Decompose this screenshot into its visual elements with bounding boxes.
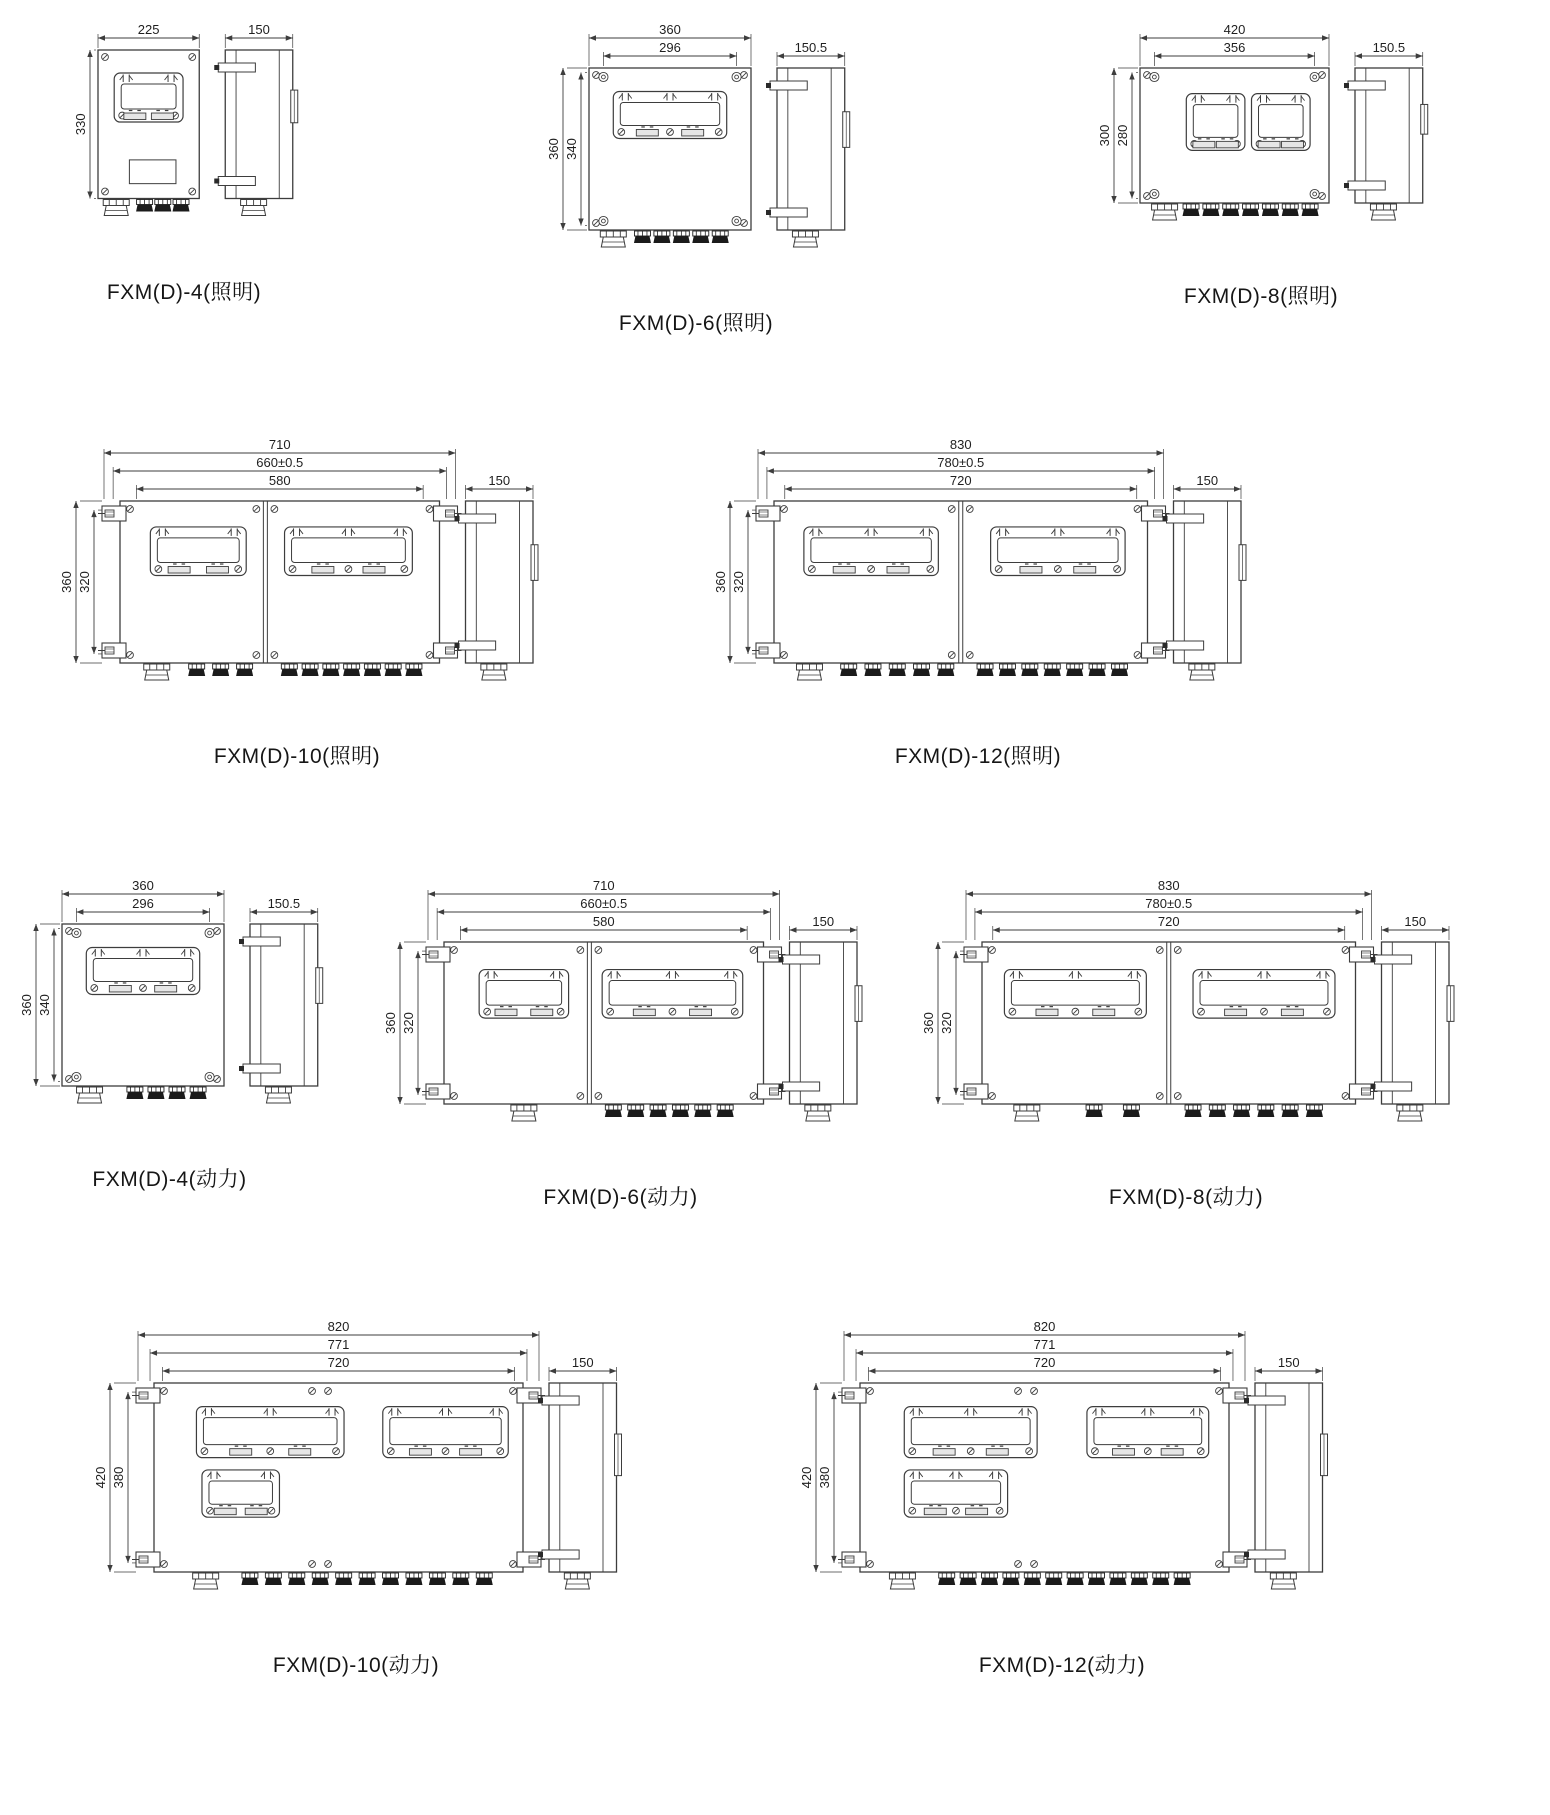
dim-label: 320 bbox=[400, 1012, 416, 1034]
figure-fxm8-dl bbox=[914, 874, 1458, 1211]
dim-label: 380 bbox=[817, 1466, 832, 1489]
dim-label: 150 bbox=[811, 914, 834, 929]
figure-fxm8-zm bbox=[1090, 18, 1432, 310]
figure-fxm6-zm bbox=[539, 18, 854, 337]
dim-label: 300 bbox=[1097, 124, 1112, 147]
dim-label: 720 bbox=[949, 473, 972, 488]
dim-label: 820 bbox=[1033, 1319, 1056, 1334]
dim-label: 340 bbox=[563, 138, 579, 160]
dim-label: 580 bbox=[592, 914, 615, 929]
dim-label: 280 bbox=[1115, 124, 1130, 147]
dim-label: 150 bbox=[1196, 473, 1219, 488]
figure-fxm6-dl bbox=[376, 874, 866, 1211]
diagram-row-3 bbox=[0, 874, 1550, 1211]
dim-label: 296 bbox=[132, 896, 154, 911]
dim-label: 660±0.5 bbox=[579, 896, 627, 911]
figure-caption: FXM(D)-6(照明) bbox=[618, 312, 774, 335]
dim-label: 360 bbox=[132, 878, 154, 893]
dim-label: 330 bbox=[73, 113, 88, 136]
drawing-fxm6-dl bbox=[376, 874, 866, 1131]
dim-label: 150.5 bbox=[267, 896, 301, 911]
dim-label: 360 bbox=[382, 1012, 398, 1034]
figure-fxm12-dl bbox=[792, 1315, 1332, 1679]
dim-label: 320 bbox=[939, 1012, 954, 1034]
dim-label: 360 bbox=[545, 138, 561, 160]
drawing-fxm4-dl bbox=[12, 874, 327, 1113]
dim-label: 150 bbox=[1277, 1355, 1300, 1370]
figure-fxm4-zm bbox=[66, 18, 302, 306]
dim-label: 296 bbox=[658, 40, 681, 55]
dim-label: 150 bbox=[488, 473, 511, 488]
figure-caption: FXM(D)-8(动力) bbox=[1108, 1186, 1264, 1209]
dim-label: 720 bbox=[1157, 914, 1180, 929]
figure-caption: FXM(D)-4(动力) bbox=[92, 1168, 247, 1191]
drawing-fxm4-zm bbox=[66, 18, 302, 226]
figure-caption: FXM(D)-4(照明) bbox=[106, 281, 262, 304]
dim-label: 150 bbox=[571, 1355, 594, 1370]
dim-label: 830 bbox=[1157, 878, 1180, 893]
dim-label: 360 bbox=[713, 571, 728, 593]
dim-label: 660±0.5 bbox=[256, 455, 304, 470]
dim-label: 150 bbox=[1404, 914, 1427, 929]
dim-label: 150.5 bbox=[1372, 40, 1406, 55]
figure-caption: FXM(D)-10(照明) bbox=[213, 745, 381, 768]
dim-label: 150.5 bbox=[794, 40, 827, 55]
figure-fxm10-dl bbox=[86, 1315, 626, 1679]
dim-label: 225 bbox=[137, 22, 160, 37]
figure-caption: FXM(D)-12(照明) bbox=[894, 745, 1062, 768]
dim-label: 320 bbox=[731, 571, 746, 593]
dim-label: 771 bbox=[1033, 1337, 1056, 1352]
figure-caption: FXM(D)-10(动力) bbox=[272, 1654, 440, 1677]
drawing-fxm8-dl bbox=[914, 874, 1458, 1131]
drawing-fxm10-zm bbox=[52, 433, 542, 690]
dim-label: 340 bbox=[37, 994, 52, 1016]
drawing-fxm12-zm bbox=[706, 433, 1250, 690]
dim-label: 830 bbox=[949, 437, 972, 452]
dim-label: 710 bbox=[268, 437, 291, 452]
dim-label: 820 bbox=[327, 1319, 350, 1334]
diagram-row-4 bbox=[0, 1315, 1550, 1679]
dim-label: 710 bbox=[592, 878, 615, 893]
dim-label: 356 bbox=[1223, 40, 1246, 55]
figure-fxm4-dl bbox=[12, 874, 327, 1193]
drawing-fxm6-zm bbox=[539, 18, 854, 257]
dim-label: 360 bbox=[658, 22, 681, 37]
figure-fxm10-zm bbox=[52, 433, 542, 770]
dim-label: 720 bbox=[1033, 1355, 1056, 1370]
dim-label: 420 bbox=[93, 1466, 108, 1489]
figure-caption: FXM(D)-8(照明) bbox=[1183, 285, 1339, 308]
dim-label: 150 bbox=[248, 22, 270, 37]
dim-label: 780±0.5 bbox=[937, 455, 985, 470]
dim-label: 360 bbox=[59, 571, 74, 593]
figure-fxm12-zm bbox=[706, 433, 1250, 770]
dim-label: 580 bbox=[268, 473, 291, 488]
diagram-row-2 bbox=[0, 433, 1550, 770]
dim-label: 320 bbox=[77, 571, 92, 593]
drawing-fxm10-dl bbox=[86, 1315, 626, 1599]
drawing-fxm8-zm bbox=[1090, 18, 1432, 230]
figure-caption: FXM(D)-6(动力) bbox=[543, 1186, 698, 1209]
figure-caption: FXM(D)-12(动力) bbox=[978, 1654, 1146, 1677]
dim-label: 380 bbox=[111, 1466, 126, 1489]
dim-label: 771 bbox=[327, 1337, 350, 1352]
diagram-row-1 bbox=[0, 0, 1550, 337]
dim-label: 420 bbox=[1223, 22, 1246, 37]
drawing-fxm12-dl bbox=[792, 1315, 1332, 1599]
dim-label: 780±0.5 bbox=[1145, 896, 1193, 911]
dim-label: 360 bbox=[921, 1012, 936, 1034]
dim-label: 420 bbox=[799, 1466, 814, 1489]
dim-label: 360 bbox=[19, 994, 34, 1016]
dim-label: 720 bbox=[327, 1355, 350, 1370]
